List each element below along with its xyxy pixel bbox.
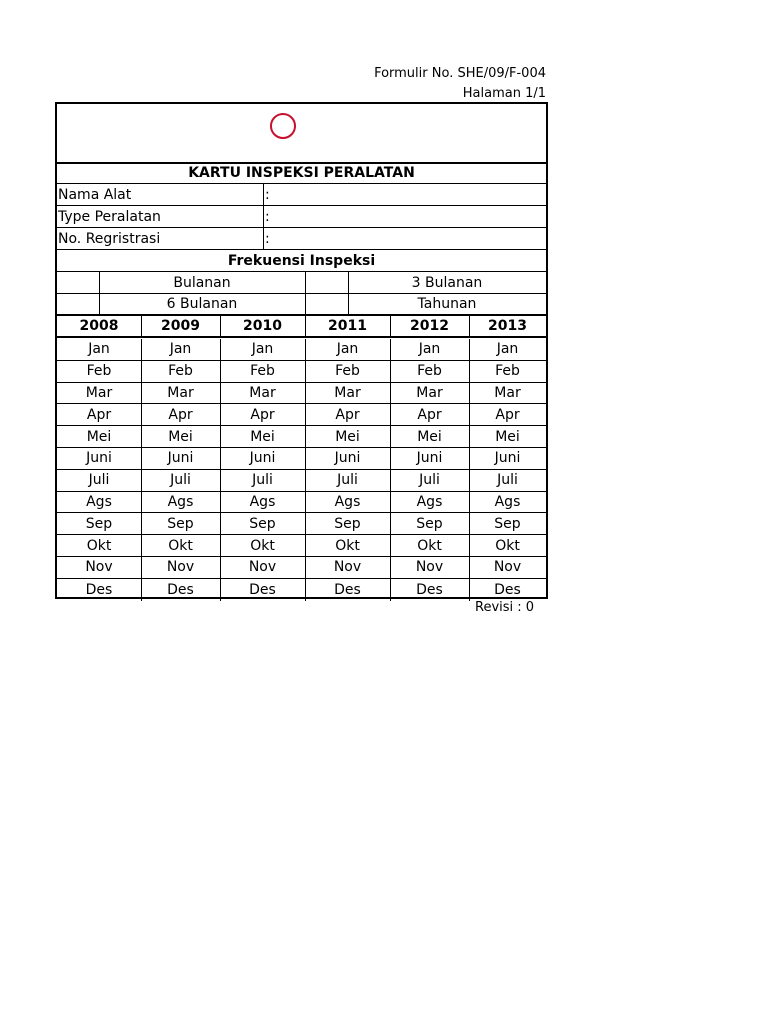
month-cell[interactable]: Juni (334, 450, 361, 467)
month-cell[interactable]: Mar (249, 384, 276, 401)
month-cell[interactable]: Nov (493, 559, 522, 576)
month-cell[interactable]: Nov (415, 559, 444, 576)
month-row (57, 404, 546, 426)
month-cell[interactable]: Feb (417, 363, 442, 380)
frequency-option-label: 6 Bulanan (166, 296, 238, 312)
month-row (57, 579, 546, 601)
month-cell[interactable]: Des (249, 581, 276, 598)
frequency-row-1 (57, 272, 546, 294)
month-cell[interactable]: Des (334, 581, 361, 598)
month-cell[interactable]: Apr (417, 406, 442, 423)
year-header: 2012 (410, 318, 449, 334)
month-cell[interactable]: Des (416, 581, 443, 598)
month-cell[interactable]: Apr (250, 406, 275, 423)
month-cell[interactable]: Okt (250, 537, 275, 554)
frequency-option-label: 3 Bulanan (411, 274, 483, 291)
month-cell[interactable]: Mar (494, 384, 521, 401)
month-row (57, 426, 546, 448)
field-label: No. Regristrasi (58, 230, 161, 247)
month-cell[interactable]: Mar (416, 384, 443, 401)
month-cell[interactable]: Jan (418, 341, 441, 358)
month-cell[interactable]: Apr (495, 406, 520, 423)
logo-area (57, 104, 546, 164)
year-header: 2010 (243, 318, 282, 334)
month-cell[interactable]: Juli (170, 472, 191, 489)
year-header-row (57, 316, 546, 338)
revision-label: Revisi : 0 (475, 600, 535, 615)
page-number: Halaman 1/1 (462, 86, 546, 101)
month-cell[interactable]: Jan (251, 341, 274, 358)
month-row (57, 383, 546, 405)
month-cell[interactable]: Feb (86, 363, 112, 380)
frequency-title: Frekuensi Inspeksi (227, 252, 376, 269)
year-header: 2008 (79, 318, 119, 334)
month-cell[interactable]: Okt (86, 537, 112, 554)
field-row-no-registrasi (57, 228, 546, 250)
month-cell[interactable]: Jan (88, 341, 110, 358)
month-cell[interactable]: Juni (494, 450, 521, 467)
month-cell[interactable]: Okt (168, 537, 193, 554)
month-cell[interactable]: Mei (335, 428, 360, 445)
field-row-type-peralatan (57, 206, 546, 228)
month-cell[interactable]: Mar (334, 384, 361, 401)
month-cell[interactable]: Nov (85, 559, 113, 576)
month-cell[interactable]: Ags (249, 493, 276, 510)
form-number: Formulir No. SHE/09/F-004 (374, 66, 546, 81)
logo-circle-icon (270, 113, 296, 139)
month-cell[interactable]: Jan (336, 341, 359, 358)
month-cell[interactable]: Juni (416, 450, 443, 467)
month-row (57, 492, 546, 514)
month-cell[interactable]: Feb (335, 363, 360, 380)
month-row (57, 361, 546, 383)
month-cell[interactable]: Sep (249, 515, 276, 532)
month-cell[interactable]: Nov (333, 559, 362, 576)
month-cell[interactable]: Juni (167, 450, 194, 467)
month-cell[interactable]: Apr (86, 406, 112, 423)
checkbox-tahunan[interactable] (305, 294, 348, 314)
month-cell[interactable]: Sep (416, 515, 443, 532)
card-title: KARTU INSPEKSI PERALATAN (188, 164, 415, 181)
checkbox-6-bulanan[interactable] (57, 294, 99, 314)
month-cell[interactable]: Okt (495, 537, 520, 554)
month-cell[interactable]: Juli (88, 472, 110, 489)
checkbox-bulanan[interactable] (57, 272, 99, 293)
year-header: 2011 (328, 318, 367, 334)
month-cell[interactable]: Apr (335, 406, 360, 423)
month-cell[interactable]: Des (85, 581, 113, 598)
month-cell[interactable]: Ags (416, 493, 443, 510)
frequency-option-label: Bulanan (173, 274, 231, 291)
month-cell[interactable]: Mei (168, 428, 193, 445)
month-row (57, 470, 546, 492)
checkbox-3-bulanan[interactable] (305, 272, 348, 293)
field-value[interactable]: : (265, 230, 270, 247)
month-cell[interactable]: Mar (167, 384, 194, 401)
month-cell[interactable]: Mei (495, 428, 520, 445)
month-row (57, 339, 546, 361)
month-row (57, 513, 546, 535)
inspection-card (55, 102, 548, 599)
year-header: 2013 (488, 318, 527, 334)
month-cell[interactable]: Nov (248, 559, 277, 576)
month-cell[interactable]: Feb (495, 363, 520, 380)
month-cell[interactable]: Feb (168, 363, 193, 380)
month-cell[interactable]: Ags (167, 493, 194, 510)
month-row (57, 557, 546, 579)
card-title-row (57, 162, 546, 184)
field-label: Type Peralatan (58, 208, 161, 225)
month-cell[interactable]: Juni (86, 450, 112, 467)
month-cell[interactable]: Juli (419, 472, 440, 489)
month-cell[interactable]: Mar (85, 384, 113, 401)
month-cell[interactable]: Ags (86, 493, 112, 510)
month-row (57, 448, 546, 470)
month-cell[interactable]: Juli (337, 472, 358, 489)
frequency-title-row (57, 250, 546, 272)
month-cell[interactable]: Sep (85, 515, 113, 532)
month-cell[interactable]: Des (494, 581, 521, 598)
month-cell[interactable]: Apr (168, 406, 193, 423)
month-cell[interactable]: Ags (494, 493, 521, 510)
month-cell[interactable]: Mei (417, 428, 442, 445)
month-cell[interactable]: Okt (335, 537, 360, 554)
field-value[interactable]: : (265, 208, 270, 225)
month-cell[interactable]: Jan (169, 341, 192, 358)
field-row-nama-alat (57, 184, 546, 206)
month-cell[interactable]: Ags (334, 493, 361, 510)
month-cell[interactable]: Sep (167, 515, 194, 532)
month-cell[interactable]: Feb (250, 363, 275, 380)
month-cell[interactable]: Juli (252, 472, 273, 489)
month-cell[interactable]: Juli (497, 472, 518, 489)
year-header: 2009 (161, 318, 200, 334)
frequency-row-2 (57, 294, 546, 316)
month-cell[interactable]: Mei (250, 428, 275, 445)
month-cell[interactable]: Mei (86, 428, 112, 445)
frequency-option-label: Tahunan (417, 296, 477, 312)
month-cell[interactable]: Nov (166, 559, 195, 576)
month-cell[interactable]: Juni (249, 450, 276, 467)
month-cell[interactable]: Okt (417, 537, 442, 554)
month-cell[interactable]: Des (167, 581, 194, 598)
field-label: Nama Alat (58, 186, 132, 203)
month-row (57, 535, 546, 557)
month-cell[interactable]: Sep (334, 515, 361, 532)
month-cell[interactable]: Jan (496, 341, 519, 358)
month-cell[interactable]: Sep (494, 515, 521, 532)
field-value[interactable]: : (265, 186, 270, 203)
